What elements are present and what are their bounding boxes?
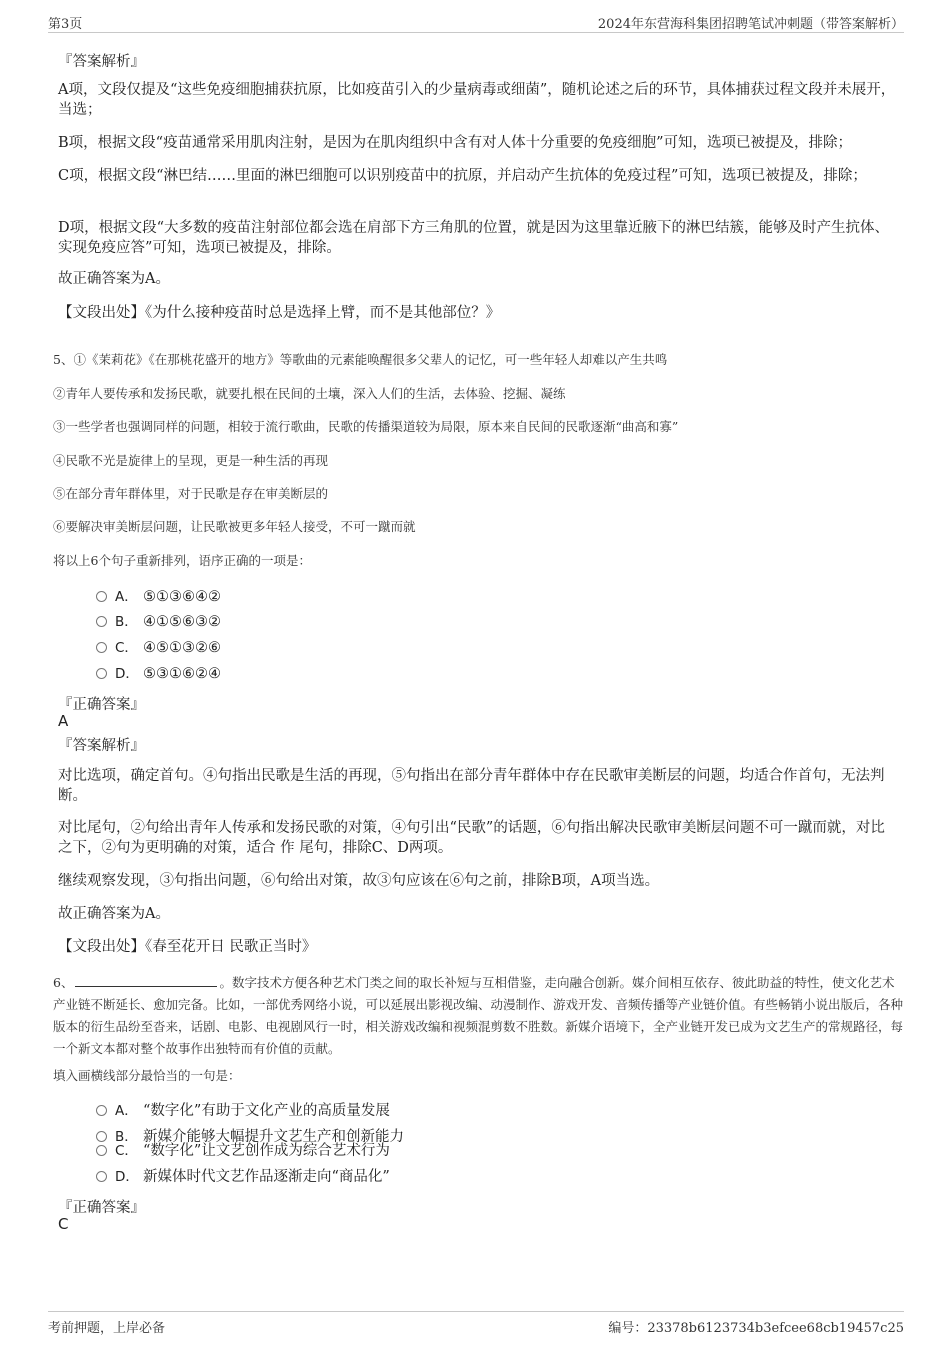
question-5-sentence: ⑥要解决审美断层问题，让民歌被更多年轻人接受，不可一蹴而就: [53, 519, 416, 534]
footer-slogan: 考前押题，上岸必备: [48, 1321, 166, 1336]
radio-icon[interactable]: [96, 1131, 107, 1142]
passage-source: 【文段出处】《春至花开日 民歌正当时》: [58, 939, 317, 955]
correct-answer: C: [58, 1215, 69, 1233]
analysis-paragraph: A项，文段仅提及“这些免疫细胞捕获抗原，比如疫苗引入的少量病毒或细菌”，随机论述之后的环节，具体捕获过程文段并未展开，当选；: [58, 82, 896, 118]
fill-blank: [75, 974, 217, 987]
q6-option-c[interactable]: [96, 1141, 390, 1161]
radio-icon[interactable]: [96, 591, 107, 602]
q5-option-a[interactable]: [96, 587, 221, 607]
analysis-paragraph: 对比选项，确定首句。④句指出民歌是生活的再现，⑤句指出在部分青年群体中存在民歌审美断层的问题，均适合作首句，无法判断。: [58, 768, 885, 804]
option-text: “数字化”让文艺创作成为综合艺术行为: [143, 1143, 390, 1159]
page-footer: [48, 1311, 904, 1336]
option-text: “数字化”有助于文化产业的高质量发展: [143, 1103, 390, 1119]
document-title: 2024年东营海科集团招聘笔试冲刺题（带答案解析）: [597, 17, 904, 32]
analysis-paragraph: D项，根据文段“大多数的疫苗注射部位都会选在肩部下方三角肌的位置，就是因为这里靠近腋下的淋巴结簇，能够及时产生抗体、实现免疫应答”可知，选项已被提及，排除。: [58, 220, 890, 256]
analysis-paragraph: 继续观察发现，③句指出问题，⑥句给出对策，故③句应该在⑥句之前，排除B项，A项当选。: [58, 873, 660, 889]
option-text: 新媒介能够大幅提升文艺生产和创新能力: [143, 1129, 404, 1145]
option-text: ④①⑤⑥③②: [143, 614, 221, 630]
option-text: 新媒体时代文艺作品逐渐走向“商品化”: [143, 1169, 390, 1185]
q5-option-d[interactable]: [96, 664, 221, 684]
question-6-passage: [53, 972, 903, 1060]
passage-text: 。数字技术方便各种艺术门类之间的取长补短与互相借鉴，走向融合创新。媒介间相互依存、彼此助益的特性，使文化艺术产业链不断延长、愈加完备。比如，一部优秀网络小说，可以延展出影视改编、动漫制作、游戏开发、音频传播等产业链价值。有些畅销小说出版后，各种版本的衍生品纷至沓来，话剧、电影、电视剧风行一时，相关游戏改编和视频混剪数不胜数。新媒介语境下，全产业链开发已成为文艺生产的常规路径，每一个新文本都对整个故事作出独特而有价值的贡献。: [53, 975, 904, 1056]
option-label: D．: [115, 666, 139, 682]
page-header: [48, 12, 904, 33]
analysis-conclusion: 故正确答案为A。: [58, 906, 170, 922]
option-label: B．: [115, 614, 138, 630]
analysis-label: 『答案解析』: [58, 54, 145, 70]
passage-source: 【文段出处】《为什么接种疫苗时总是选择上臂，而不是其他部位？》: [58, 305, 501, 321]
radio-icon[interactable]: [96, 1105, 107, 1116]
option-label: A．: [115, 589, 138, 605]
question-5-prompt: 将以上6个句子重新排列，语序正确的一项是：: [53, 553, 311, 568]
option-label: C．: [115, 1143, 138, 1159]
q5-option-b[interactable]: [96, 612, 221, 632]
option-text: ④⑤①③②⑥: [143, 640, 221, 656]
question-5-sentence: ②青年人要传承和发扬民歌，就要扎根在民间的土壤，深入人们的生活，去体验、挖掘、凝练: [53, 386, 566, 401]
question-6-prompt: 填入画横线部分最恰当的一句是：: [53, 1068, 241, 1083]
radio-icon[interactable]: [96, 1171, 107, 1182]
analysis-label: 『答案解析』: [58, 738, 145, 754]
question-5-sentence: 5、①《茉莉花》《在那桃花盛开的地方》等歌曲的元素能唤醒很多父辈人的记忆，可一些年轻人却难以产生共鸣: [53, 352, 668, 367]
question-5-sentence: ⑤在部分青年群体里，对于民歌是存在审美断层的: [53, 486, 329, 501]
page-number: 第3页: [48, 17, 83, 32]
correct-answer-label: 『正确答案』: [58, 697, 145, 713]
option-text: ⑤①③⑥④②: [143, 589, 221, 605]
question-5-sentence: ④民歌不光是旋律上的呈现，更是一种生活的再现: [53, 453, 329, 468]
document-id: 编号：23378b6123734b3efcee68cb19457c25: [608, 1321, 904, 1336]
correct-answer: A: [58, 712, 69, 730]
radio-icon[interactable]: [96, 642, 107, 653]
analysis-paragraph: 对比尾句，②句给出青年人传承和发扬民歌的对策，④句引出“民歌”的话题，⑥句指出解决民歌审美断层问题不可一蹴而就，对比之下，②句为更明确的对策，适合 作 尾句，排除C、D两项。: [58, 820, 885, 856]
q6-option-d[interactable]: [96, 1167, 390, 1187]
radio-icon[interactable]: [96, 616, 107, 627]
option-label: B．: [115, 1129, 138, 1145]
radio-icon[interactable]: [96, 1145, 107, 1156]
option-label: A．: [115, 1103, 138, 1119]
analysis-conclusion: 故正确答案为A。: [58, 271, 170, 287]
radio-icon[interactable]: [96, 668, 107, 679]
analysis-paragraph: B项，根据文段“疫苗通常采用肌肉注射，是因为在肌肉组织中含有对人体十分重要的免疫细胞”可知，选项已被提及，排除；: [58, 135, 852, 151]
question-5-sentence: ③一些学者也强调同样的问题，相较于流行歌曲，民歌的传播渠道较为局限，原本来自民间的民歌逐渐“曲高和寡”: [53, 419, 679, 434]
q5-option-c[interactable]: [96, 638, 221, 658]
analysis-paragraph: C项，根据文段“淋巴结……里面的淋巴细胞可以识别疫苗中的抗原，并启动产生抗体的免疫过程”可知，选项已被提及，排除；: [58, 168, 867, 184]
correct-answer-label: 『正确答案』: [58, 1200, 145, 1216]
option-label: D．: [115, 1169, 139, 1185]
question-number: 6、: [53, 975, 74, 990]
q6-option-a[interactable]: [96, 1101, 390, 1121]
option-text: ⑤③①⑥②④: [143, 666, 221, 682]
option-label: C．: [115, 640, 138, 656]
